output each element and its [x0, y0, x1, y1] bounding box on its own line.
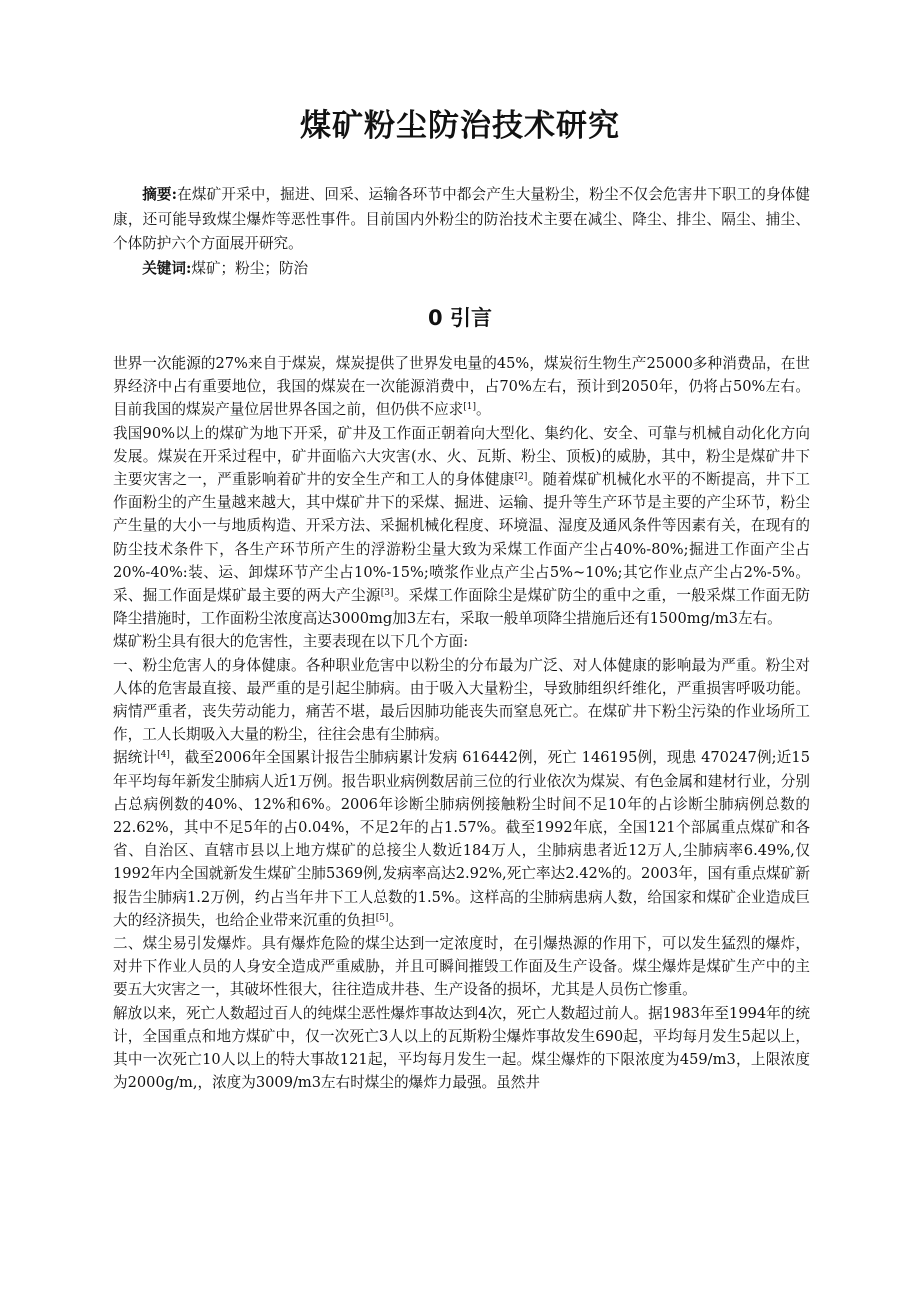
- abstract-text: 在煤矿开采中，掘进、回采、运输各环节中都会产生大量粉尘，粉尘不仅会危害井下职工的身体健康，还可能导致煤尘爆炸等恶性事件。目前国内外粉尘的防治技术主要在减尘、降尘、排尘、隔尘、捕尘、个体防护六个方面展开研究。: [113, 186, 810, 252]
- keywords-label: 关键词:: [142, 259, 192, 277]
- citation-1: [1]: [463, 402, 477, 413]
- abstract-paragraph: [113, 183, 810, 257]
- keywords-paragraph: [113, 257, 810, 282]
- paragraph-statistics: 据统计[4]，截至2006年全国累计报告尘肺病累计发病 616442例，死亡 146195例，现患 470247例;近15年平均每年新发尘肺病人近1万例。报告职业病例数居前三位的行业依次为煤炭、有色金属和建材行业，分别占总病例数的40%、12%和6%。2006年诊断尘肺病例接触粉尘时间不足10年的占诊断尘肺病例总数的22.62%，其中不足5年的占0.04%，不足2年的占1.57%。截至1992年底，全国121个部属重点煤矿和各省、自治区、直辖市县以上地方煤矿的总接尘人数近184万人，尘肺病患者近12万人,尘肺病率6.49%,仅1992年内全国就新发生煤矿尘肺5369例,发病率高达2.92%,死亡率达2.42%的。2003年，国有重点煤矿新报告尘肺病1.2万例，约占当年井下工人总数的1.5%。这样高的尘肺病患病人数，给国家和煤矿企业造成巨大的经济损失，也给企业带来沉重的负担[5]。: [113, 749, 810, 929]
- abstract-label: 摘要:: [142, 186, 178, 203]
- paragraph-health: 一、粉尘危害人的身体健康。各种职业危害中以粉尘的分布最为广泛、对人体健康的影响最为严重。粉尘对人体的危害最直接、最严重的是引起尘肺病。由于吸入大量粉尘，导致肺组织纤维化，严重损害呼吸功能。病情严重者，丧失劳动能力，痛苦不堪，最后因肺功能丧失而窒息死亡。在煤矿井下粉尘污染的作业场所工作，工人长期吸入大量的粉尘，往往会患有尘肺病。: [113, 656, 810, 744]
- citation-3: [3]: [380, 588, 394, 599]
- abstract-block: [113, 183, 810, 281]
- citation-4: [4]: [157, 750, 170, 761]
- paragraph-history: 解放以来，死亡人数超过百人的纯煤尘恶性爆炸事故达到4次，死亡人数超过前人。据1983年至1994年的统计，全国重点和地方煤矿中，仅一次死亡3人以上的瓦斯粉尘爆炸事故发生690起，平均每月发生5起以上，其中一次死亡10人以上的特大事故121起，平均每月发生一起。煤尘爆炸的下限浓度为459/m3，上限浓度为2000g/m,，浓度为3009/m3左右时煤尘的爆炸力最强。虽然井: [113, 1004, 810, 1092]
- paragraph-explosion: 二、煤尘易引发爆炸。具有爆炸危险的煤尘达到一定浓度时，在引爆热源的作用下，可以发生猛烈的爆炸，对井下作业人员的人身安全造成严重威胁，并且可瞬间摧毁工作面及生产设备。煤尘爆炸是煤矿生产中的主要五大灾害之一，其破坏性很大，往往造成井巷、生产设备的损坏，尤其是人员伤亡惨重。: [113, 935, 810, 999]
- body-text: [113, 352, 810, 1095]
- paragraph-hazards-intro: 煤矿粉尘具有很大的危害性，主要表现在以下几个方面:: [113, 633, 469, 651]
- paragraph-energy: 世界一次能源的27%来自于煤炭，煤炭提供了世界发电量的45%，煤炭衍生物生产25000多种消费品，在世界经济中占有重要地位，我国的煤炭在一次能源消费中，占70%左右，预计到2050年，仍将占50%左右。目前我国的煤炭产量位居世界各国之前，但仍供不应求[1]。: [113, 355, 810, 419]
- section-heading-introduction: 0 引言: [428, 306, 492, 330]
- keywords-text: 煤矿；粉尘；防治: [191, 259, 309, 277]
- paragraph-mining: 我国90%以上的煤矿为地下开采，矿井及工作面正朝着向大型化、集约化、安全、可靠与机械自动化化方向发展。煤炭在开采过程中，矿井面临六大灾害(水、火、瓦斯、粉尘、顶板)的威胁，其中，粉尘是煤矿井下主要灾害之一，严重影响着矿井的安全生产和工人的身体健康[2]。随着煤矿机械化水平的不断提高，井下工作面粉尘的产生量越来越大，其中煤矿井下的采煤、掘进、运输、提升等生产环节是主要的产尘环节，粉尘产生量的大小一与地质构造、开采方法、采掘机械化程度、环境温、湿度及通风条件等因素有关，在现有的防尘技术条件下，各生产环节所产生的浮游粉尘量大致为采煤工作面产尘占40%-80%;掘进工作面产尘占20%-40%:装、运、卸煤环节产尘占10%-15%;喷浆作业点产尘占5%~10%;其它作业点产尘占2%-5%。采、掘工作面是煤矿最主要的两大产尘源[3]。采煤工作面除尘是煤矿防尘的重中之重，一般采煤工作面无防降尘措施时，工作面粉尘浓度高达3000mg加3左右，采取一般单项降尘措施后还有1500mg/m3左右。: [113, 424, 810, 628]
- citation-5: [5]: [375, 912, 389, 923]
- citation-2: [2]: [514, 472, 528, 483]
- paper-title: 煤矿粉尘防治技术研究: [300, 108, 620, 144]
